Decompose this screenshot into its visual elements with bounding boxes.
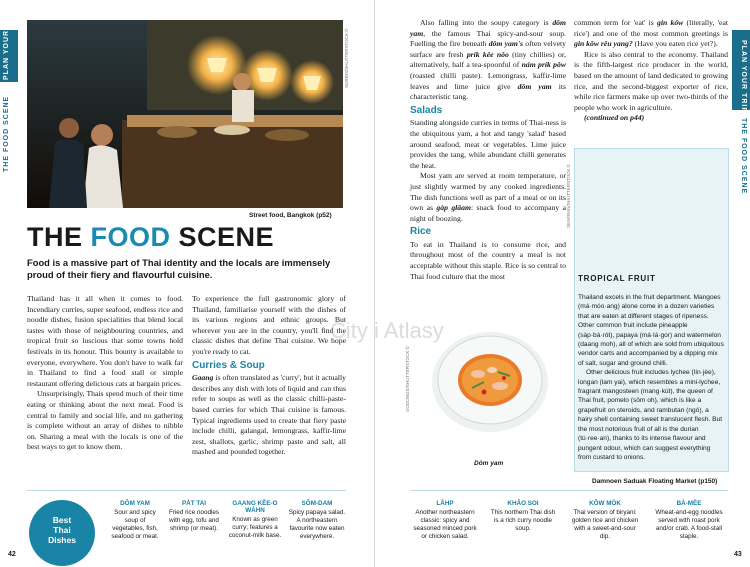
term-gaang: Gaang — [192, 373, 214, 383]
page-number-right: 43 — [734, 551, 742, 558]
column-3 — [410, 18, 566, 282]
tropical-paragraph-1: Thailand excels in the fruit department. Mangoes (má·móo·ang) alone come in a dozen varieties that are eaten at different stages of ripeness. Other common fruit include pineapple (sàp·bà·rót), papaya (má·lá·gor) and watermelon (daang moh), all of which are sold from ubiquitous vendor carts and accompanied by a dipping mix of salt, sugar and ground chilli. — [578, 294, 724, 367]
tropical-fruit-text — [578, 293, 724, 462]
soup-caption: Dôm yam — [474, 460, 504, 467]
right-side-tab — [732, 0, 750, 567]
dish-desc: Thai version of biryani: golden rice and chicken with a sweet-and-sour dip. — [571, 509, 639, 540]
intro-text: Food is a massive part of Thai identity and the locals are immensely proud of their fiery and flavourful cuisine. — [27, 257, 331, 280]
dish-desc: This northern Thai dish is a rich curry noodle soup. — [490, 509, 556, 532]
tropical-paragraph-2: Other delicious fruit includes lychee (lín·jèe), longan (lam yai), which resembles a mini-lychee, fragrant mangosteen (mang·kút), the queen of Thai fruit, pomelo (sôm oh), which is like a grapefruit on steroids, and rambutan (ngó), a hairy shell containing sweet translucent flesh. But the most notorious fruit of all is the durian (tú·ree·an), thanks to its intense flavour and pungent odour, which can suggest everything from custard to onions. — [578, 369, 723, 461]
dish-name: SÔM-DAM — [301, 500, 333, 507]
side-tab-plan-label: PLAN YOUR TRIP — [3, 7, 10, 80]
col3-paragraph-3: Most yam are served at room temperature, or just slightly warmed by any cooked ingredients. The dish functions well as part of a meal or on its own as gàp glâam: snack food to accompany a night of boozing. — [410, 171, 566, 223]
dish-name: LÂHP — [436, 500, 454, 507]
title-part-the: THE — [27, 222, 91, 252]
dish-item — [490, 500, 556, 533]
side-tab-scene-label: THE FOOD SCENE — [3, 95, 10, 172]
column-2 — [192, 294, 346, 458]
page-number-left: 42 — [8, 551, 16, 558]
fruit-photo-credit: SEAPRAN/SHUTTERSTOCK © — [566, 164, 571, 228]
badge-line-1: Best — [52, 515, 72, 525]
dish-item — [110, 500, 160, 541]
col3-paragraph-1: Also falling into the soupy category is dôm yam, the famous Thai spicy-and-sour soup. Fuelling the fire beneath dôm yam's often velvety surface are fresh prík kêe nŏo (tiny chillies) or, alternatively, half a tea-spoonful of nám prík pŏw (roasted chilli paste). Lemongrass, kaffir-lime leaves and lime juice give dôm yam its characteristic tang. — [410, 18, 566, 102]
dish-item — [412, 500, 478, 541]
dish-desc: Spicy papaya salad. A northeastern favourite now eaten everywhere. — [288, 509, 346, 540]
dish-desc: Another northeastern classic: spicy and seasoned minced pork or chicken salad. — [413, 509, 477, 540]
watermark-text: City i Atlasy — [330, 318, 444, 343]
col3-paragraph-2: Standing alongside curries in terms of Thai-ness is the ubiquitous yam, a hot and tangy 'salad' based around seafood, meat or vegetables. Lime juice provides the tang, while abundant chilli generates the heat. — [410, 118, 566, 170]
dish-name: KÔW MÓK — [589, 500, 621, 507]
dishes-divider-right — [410, 490, 728, 491]
dish-item — [652, 500, 726, 541]
heading-curries-soup: Curries & Soup — [192, 359, 265, 371]
dish-item — [570, 500, 640, 541]
street-food-photo — [27, 20, 343, 208]
title-part-scene: SCENE — [170, 222, 275, 252]
side-tab-plan-label: PLAN YOUR TRIP — [740, 40, 747, 113]
badge-line-2: Thai — [53, 525, 71, 535]
street-food-caption: Street food, Bangkok (p52) — [249, 212, 332, 219]
col4-paragraph-2: Rice is also central to the economy. Thailand is the fifth-largest rice producer in the world, based on the amount of land dedicated to growing rice, and the second-biggest exporter of rice, while rice farmers make up over two-thirds of the people who work in agriculture. — [574, 49, 728, 112]
best-thai-dishes-badge — [29, 500, 95, 566]
heading-salads: Salads — [410, 104, 443, 116]
col2-paragraph-2: Gaang is often translated as 'curry', but it actually describes any dish with lots of liquid and can thus refer to soups as well as the classic chilli-paste-based curries for which Thai cuisine is famous. Typical ingredients used to create that fiery paste include chilli, galangal, lemongrass, kaffir-lime zest, shallots, garlic, shrimp paste and salt, all mashed and pounded together. — [192, 373, 346, 457]
dish-desc: Wheat-and-egg noodles served with roast pork and/or crab. A food-stall staple. — [655, 509, 723, 540]
page-title — [27, 222, 274, 253]
dish-name: DÔM YAM — [120, 500, 150, 507]
dish-name: GAANG KĚE-O WĂHN — [232, 500, 278, 514]
continued-note: (continued on p44) — [584, 113, 645, 123]
left-side-tab — [0, 0, 18, 567]
title-part-food: FOOD — [90, 222, 171, 252]
column-4 — [574, 18, 728, 124]
dish-name: KHÂO SOI — [507, 500, 539, 507]
column-1 — [27, 294, 183, 453]
col1-paragraph-2: Unsurprisingly, Thais spend much of their time eating or thinking about the next meal. Food is central to family and social life, and no gathering is complete without an array of dishes to nibble on. Sharing a meal with the locals is one of the best ways to get to know them. — [27, 389, 183, 452]
dish-desc: Sour and spicy soup of vegetables, fish, seafood or meat. — [111, 509, 159, 540]
heading-rice: Rice — [410, 226, 432, 238]
side-tab-scene-label: THE FOOD SCENE — [740, 118, 747, 195]
col4-paragraph-1: common term for 'eat' is gin kôw (literally, 'eat rice') and one of the most common greetings is gin kôw rĕu yang? (Have you eaten rice yet?). — [574, 18, 728, 49]
street-food-photo-credit: SORBIS/SHUTTERSTOCK © — [344, 28, 349, 88]
dish-item — [288, 500, 346, 541]
badge-line-3: Dishes — [48, 535, 76, 545]
tropical-fruit-heading: TROPICAL FRUIT — [578, 274, 656, 283]
col3-paragraph-4: To eat in Thailand is to consume rice, and throughout most of the country a meal is not acceptable without this staple. Rice is so central to Thai food culture that the most — [410, 239, 566, 281]
dish-item — [228, 500, 282, 540]
dish-name: PÀT TAI — [181, 500, 207, 507]
floating-market-caption: Damnoen Saduak Floating Market (p150) — [592, 478, 718, 485]
dishes-divider-left — [27, 490, 346, 491]
dish-name: BÀ-MÈE — [676, 500, 702, 507]
soup-photo-credit: GODONGS/SHUTTERSTOCK © — [405, 346, 410, 412]
dish-desc: Fried rice noodles with egg, tofu and shrimp (or meat). — [168, 509, 220, 532]
col1-paragraph-1: Thailand has it all when it comes to food. Incendiary curries, super seafood, endless rice and noodle dishes, fusion specialities that blend local tastes with those of neighbouring countries, and tropical fruit so luscious that some towns hold festivals in its honour. This bounty is available to everyone, everywhere. You don't have to walk far in Thailand to find a food stall or simple restaurant offering delicious cats at bargain prices. — [27, 294, 183, 388]
dish-item — [166, 500, 222, 533]
dish-desc: Known as green curry; features a coconut-milk base. — [228, 516, 282, 539]
col2-paragraph-1: To experience the full gastronomic glory of Thailand, familiarise yourself with the dishes of its various regions and ethnic groups. But wherever you are in the country, you'll find the classic dishes that define Thai cuisine. We hope you're ready to cat. — [192, 294, 346, 356]
